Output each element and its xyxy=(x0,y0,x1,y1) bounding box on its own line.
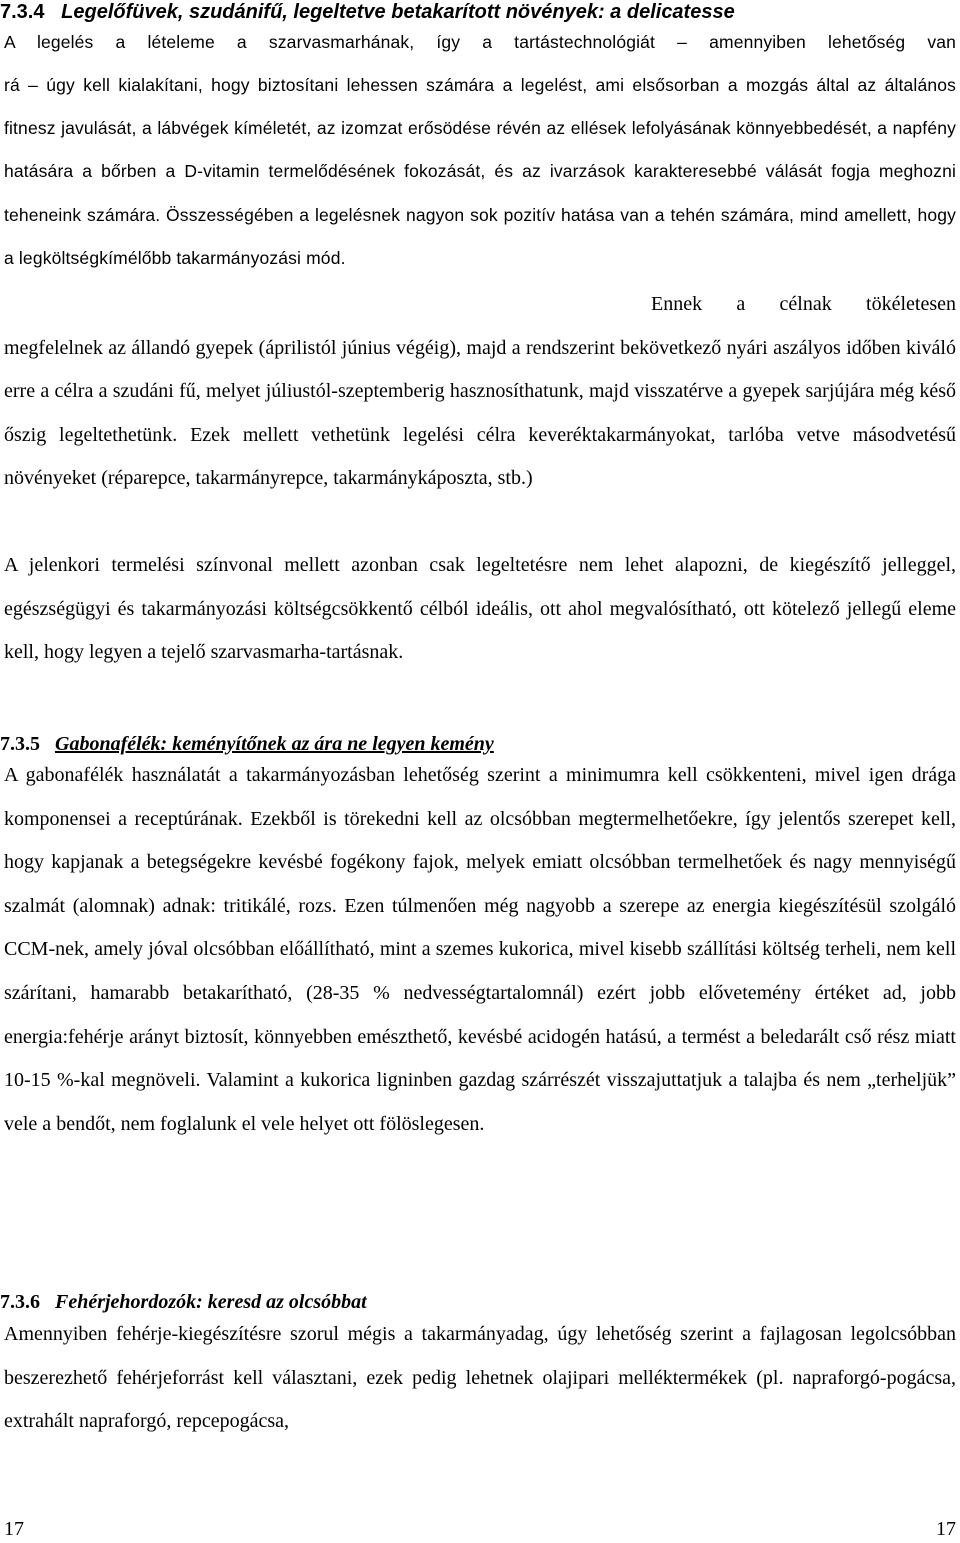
section-title: Fehérjehordozók: keresd az olcsóbbat xyxy=(55,1291,367,1313)
section-title: Legelőfüvek, szudánifű, legeltetve betakarított növények: a delicatesse xyxy=(61,1,735,23)
paragraph-gyepek: Ennek a célnak tökéletesen megfelelnek az állandó gyepek (áprilistól június végéig), majd a rendszerint bekövetkező nyári aszályos időben kiváló erre a célra a szudáni fű, melyet júliustól-szeptemberig hasznosíthatunk, majd visszatérve a gyepek sarjújára még késő őszig legeltethetünk. Ezek mellett vethetünk legelési célra keveréktakarmányokat, tarlóba vetve másodvetésű növényeket (réparepce, takarmányrepce, takarmánykáposzta, stb.) xyxy=(4,293,956,489)
section-number: 7.3.5 xyxy=(0,733,40,755)
paragraph-jelenkori: A jelenkori termelési színvonal mellett azonban csak legeltetésre nem lehet alapozni, de kiegészítő jelleggel, egészségügyi és takarmányozási költségcsökkentő célból ideális, ott ahol megvalósítható, ott kötelező jellegű eleme kell, hogy legyen a tejelő szarvasmarha-tartásnak. xyxy=(4,554,956,663)
section-heading-7-3-6 xyxy=(0,1290,367,1314)
section-title: Gabonafélék: keményítőnek az ára ne legyen kemény xyxy=(55,733,494,755)
section-number: 7.3.6 xyxy=(0,1291,40,1313)
page-number-right: 17 xyxy=(936,1518,956,1540)
paragraph-legeles: rá – úgy kell kialakítani, hogy biztosítani lehessen számára a legelést, ami elsősorban a mozgás által az általános fitnesz javulását, a lábvégek kíméletét, az izomzat erősödése révén az ellések lefolyásának könnyebbedését, a napfény hatására a bőrben a D-vitamin termelődésének fokozását, és az ivarzások karakteresebbé válását fogja meghozni teheneink számára. Összességében a legelésnek nagyon sok pozitív hatása van a tehén számára, mind amellett, hogy a legköltségkímélőbb takarmányozási mód. xyxy=(4,75,956,268)
section-number: 7.3.4 xyxy=(0,1,45,23)
paragraph-feherjehordozok: Amennyiben fehérje-kiegészítésre szorul mégis a takarmányadag, úgy lehetőség szerint a fajlagosan legolcsóbban beszerezhető fehérjeforrást kell választani, ezek pedig lehetnek olajipari melléktermékek (pl. napraforgó-pogácsa, extrahált napraforgó, repcepogácsa, xyxy=(4,1323,956,1432)
paragraph-first-line: A legelés a lételeme a szarvasmarhának, így a tartástechnológiát – amennyiben lehetőség van xyxy=(4,32,956,52)
page-number-left: 17 xyxy=(4,1518,24,1540)
paragraph-gabonafelek: A gabonafélék használatát a takarmányozásban lehetőség szerint a minimumra kell csökkenteni, mivel igen drága komponensei a receptúrának. Ezekből is törekedni kell az olcsóbban megtermelhetőekre, így jelentős szerepet kell, hogy kapjanak a betegségekre kevésbé fogékony fajok, melyek emiatt olcsóbban termelhetőek és nagy mennyiségű szalmát (alomnak) adnak: tritikálé, rozs. Ezen túlmenően még nagyobb a szerepe az energia kiegészítésül szolgáló CCM-nek, amely jóval olcsóbban előállítható, mint a szemes kukorica, mivel kisebb szállítási költség terheli, nem kell szárítani, hamarabb betakarítható, (28-35 % nedvességtartalomnál) ezért jobb elővetemény értéket ad, jobb energia:fehérje arányt biztosít, könnyebben emészthető, kevésbé acidogén hatású, a termést a beledarált cső rész miatt 10-15 %-kal megnöveli. Valamint a kukorica ligninben gazdag szárrészét visszajuttatjuk a talajba és nem „terheljük” vele a bendőt, nem foglalunk el vele helyet ott fölöslegesen. xyxy=(4,764,956,1135)
section-heading-7-3-4 xyxy=(0,0,735,24)
section-heading-7-3-5 xyxy=(0,732,494,756)
